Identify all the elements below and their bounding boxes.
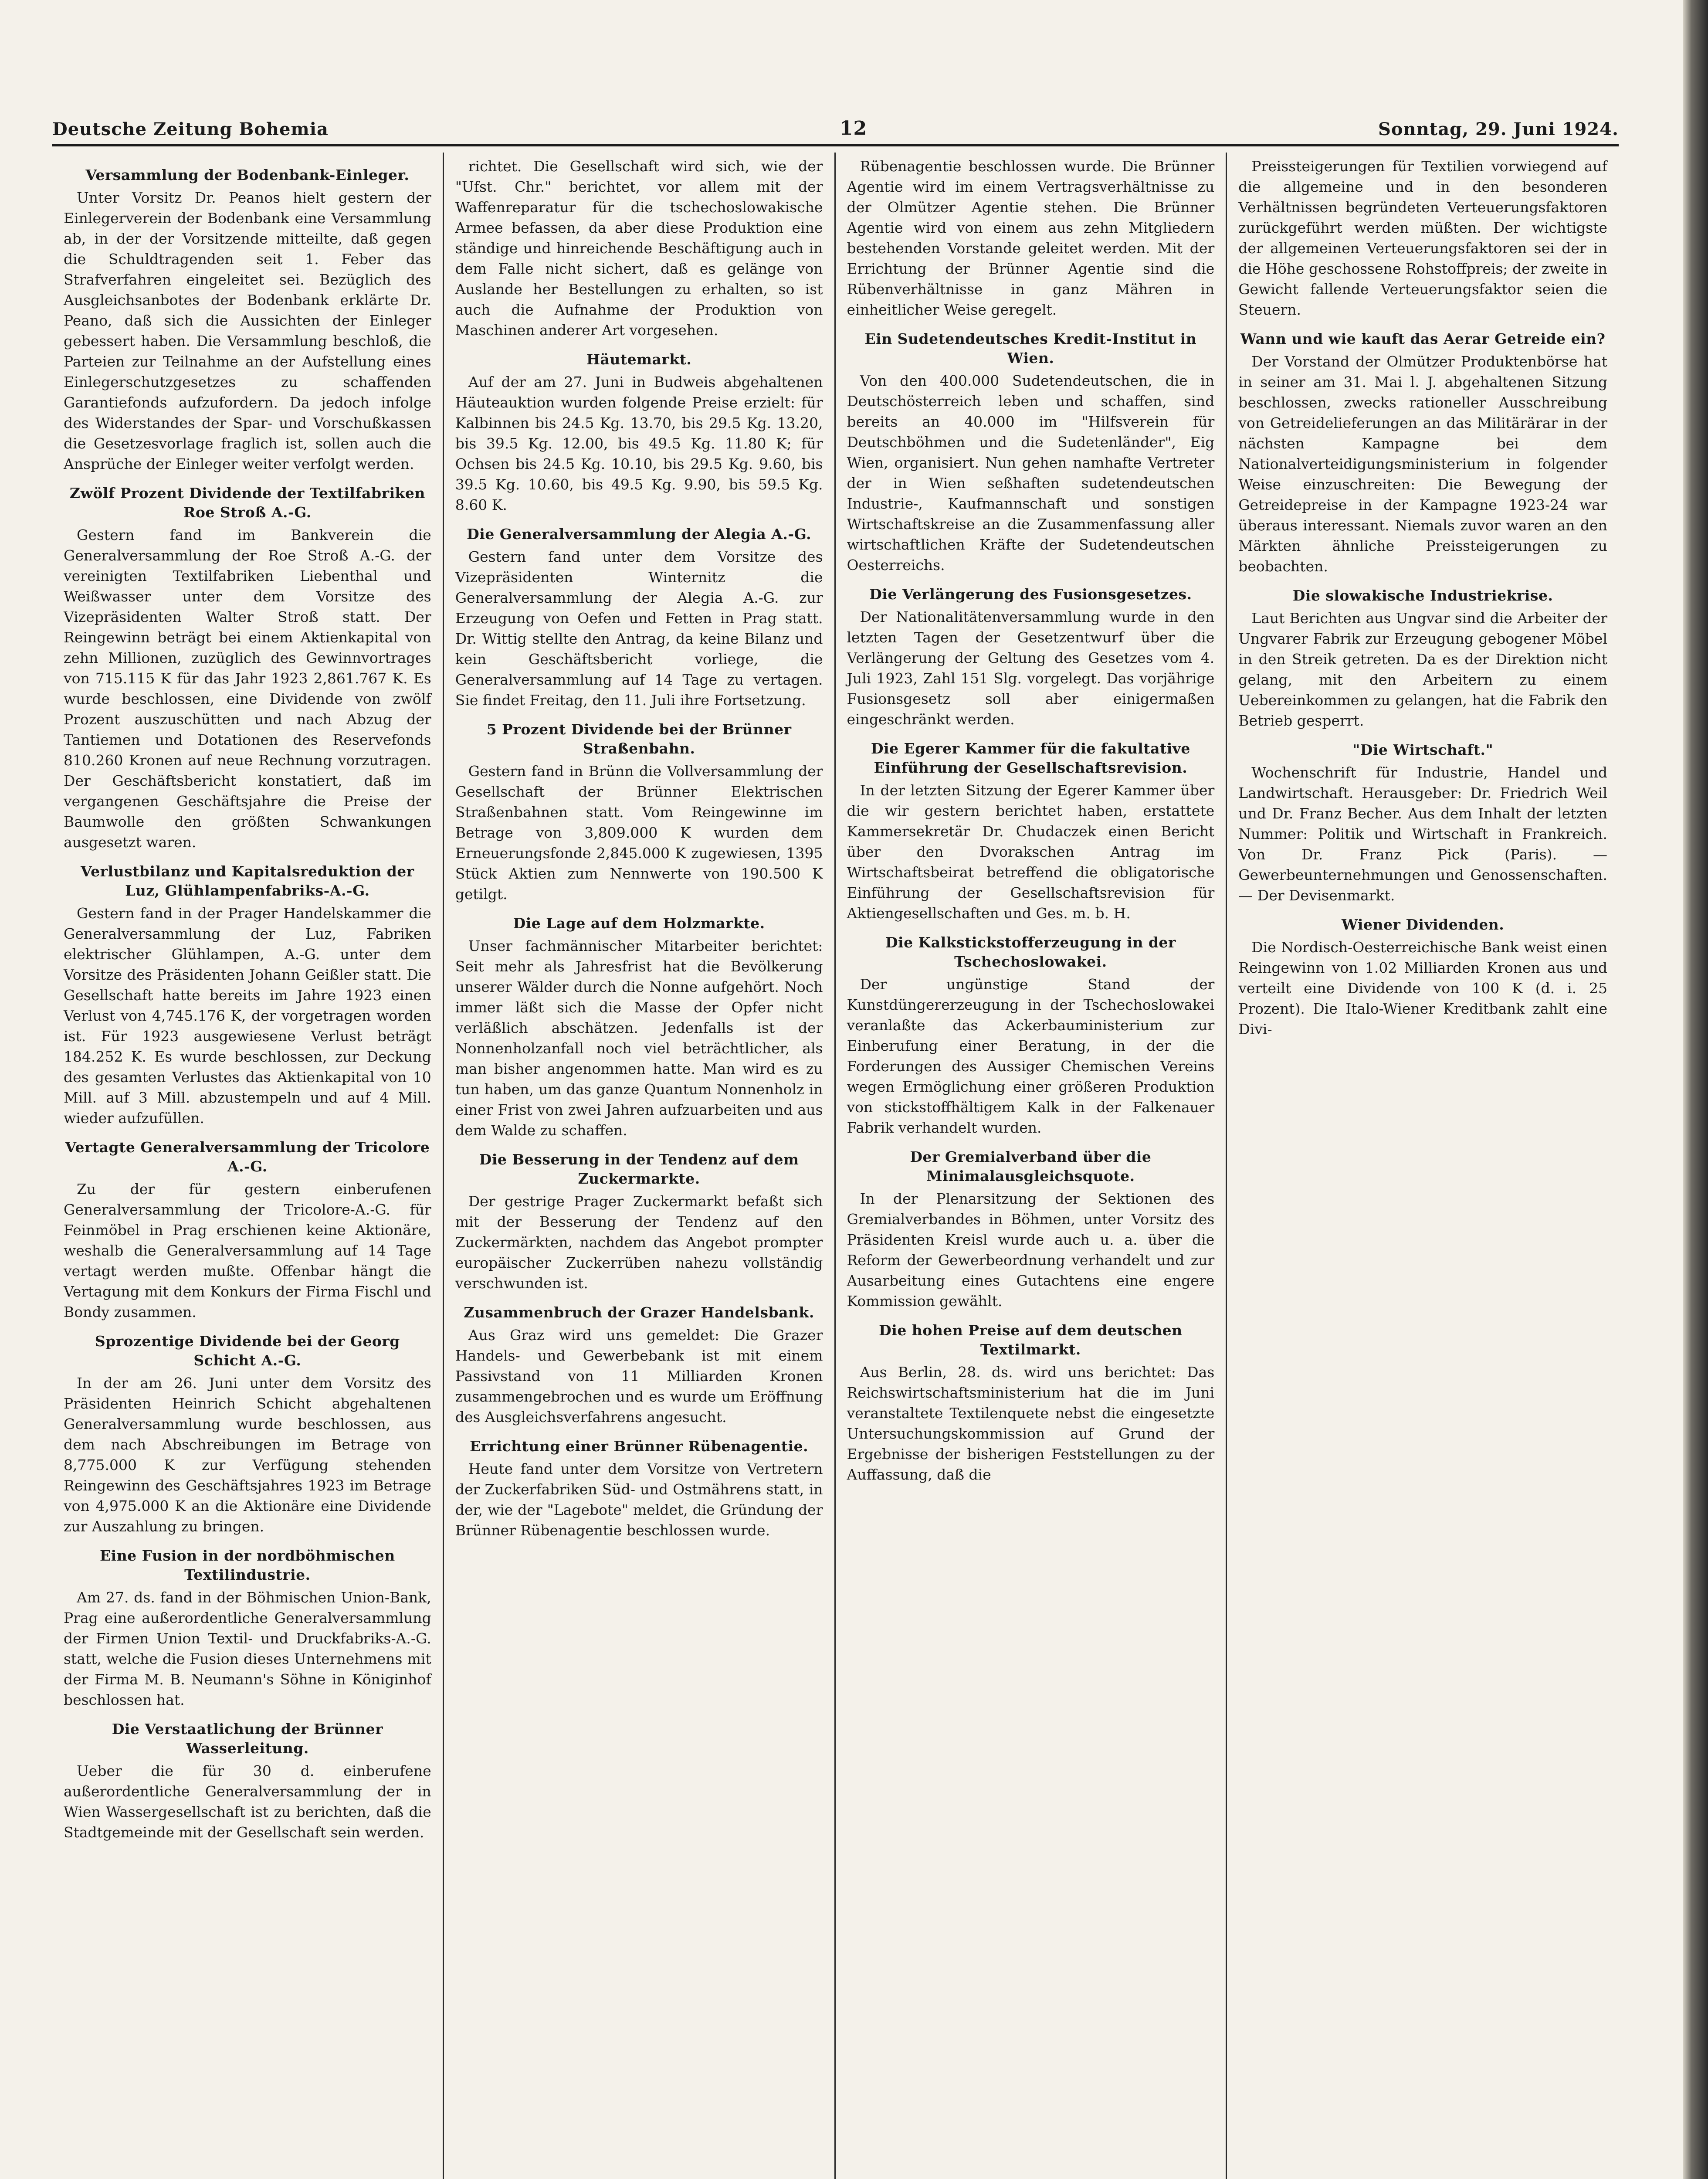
scan-edge [1683, 0, 1708, 2179]
article-headline: Die Verlängerung des Fusionsgesetzes. [869, 586, 1192, 603]
article-headline: Ein Sudetendeutsches Kredit-Institut in Wien. [864, 330, 1197, 367]
article-headline: Der Gremialverband über die Minimalausgleichsquote. [910, 1148, 1152, 1185]
article-headline: Die hohen Preise auf dem deutschen Textilmarkt. [879, 1322, 1183, 1358]
article-headline: Die Egerer Kammer für die fakultative Einführung der Gesellschaftsrevision. [871, 740, 1190, 776]
column-3 [836, 153, 1227, 2179]
article-text: Auf der am 27. Juni in Budweis abgehaltenen Häuteauktion wurden folgende Preise erzielt: für Kalbinnen bis 24.5 Kg. 13.70, bis 29.5 Kg. 13.20, bis 39.5 Kg. 12.00, bis 49.5 Kg. 11.80 K; für Ochsen bis 24.5 Kg. 10.10, bis 29.5 Kg. 9.60, bis 39.5 Kg. 10.60, bis 49.5 Kg. 9.90, bis 59.5 Kg. 8.60 K. [455, 373, 823, 513]
newspaper-page [52, 100, 1619, 2179]
article-text: Unser fachmännischer Mitarbeiter berichtet: Seit mehr als Jahresfrist hat die Bevölkerung unserer Wälder durch die Nonne aufgehört. Noch immer läßt sich die Masse der Opfer nicht verläßlich abschätzen. Jedenfalls ist der Nonnenholzanfall noch viel beträchtlicher, als man bisher angenommen hatte. Man wird es zu tun haben, um das ganze Quantum Nonnenholz in einer Frist von zwei Jahren aufzuarbeiten und aus dem Walde zu schaffen. [455, 937, 823, 1139]
article-text: Preissteigerungen für Textilien vorwiegend auf die allgemeine und in den besonderen Verhältnissen begründeten Verteuerungsfaktoren zurückgeführt werden müßten. Der wichtigste der allgemeinen Verteuerungsfaktoren sei der in die Höhe geschossene Rohstoffpreis; der zweite in Gewicht fallende Verteuerungsfaktor seien die Steuern. [1238, 158, 1607, 318]
article-text: richtet. Die Gesellschaft wird sich, wie der "Ufst. Chr." berichtet, vor allem mit der Waffenreparatur für die tschechoslowakische Armee befassen, da aber diese Produktion eine ständige und hinreichende Beschäftigung auch in dem Falle nicht sichert, daß es gelänge von Auslande her Bestellungen zu erhalten, so ist auch die Aufnahme der Produktion von Maschinen anderer Art vorgesehen. [455, 158, 823, 339]
article-text: Der gestrige Prager Zuckermarkt befaßt sich mit der Besserung der Tendenz auf den Zuckermärkten, nachdem das Angebot prompter europäischer Zuckerrüben nahezu vollständig verschwunden ist. [455, 1193, 823, 1292]
article-text: Der Vorstand der Olmützer Produktenbörse hat in seiner am 31. Mai l. J. abgehaltenen Sitzung beschlossen, zwecks rationeller Ausschreibung von Getreidelieferungen an das Militärärar in der nächsten Kampagne bei dem Nationalverteidigungsministerium in folgender Weise einzuschreiten: Die Bewegung der Getreidepreise in der Kampagne 1923-24 war überaus interessant. Niemals zuvor waren an den Märkten ähnliche Preissteigerungen zu beobachten. [1238, 353, 1607, 575]
article-text: Wochenschrift für Industrie, Handel und Landwirtschaft. Herausgeber: Dr. Friedrich Weil und Dr. Franz Becher. Aus dem Inhalt der letzten Nummer: Politik und Wirtschaft in Frankreich. Von Dr. Franz Pick (Paris). — Gewerbeunternehmungen und Genossenschaften. — Der Devisenmarkt. [1238, 764, 1607, 904]
article-headline: Die slowakische Industriekrise. [1292, 587, 1553, 604]
article-text: In der Plenarsitzung der Sektionen des Gremialverbandes in Böhmen, unter Vorsitz des Präsidenten Kreisl wurde auch u. a. über die Reform der Gewerbeordnung verhandelt und zur Ausarbeitung eines Gutachtens eine engere Kommission gewählt. [847, 1190, 1215, 1310]
article-headline: Vertagte Generalversammlung der Tricolore A.-G. [65, 1139, 430, 1175]
article-text: In der am 26. Juni unter dem Vorsitz des Präsidenten Heinrich Schicht abgehaltenen Generalversammlung wurde beschlossen, aus dem nach Abschreibungen im Betrage von 8,775.000 K zur Verfügung stehenden Reingewinn des Geschäftsjahres 1923 im Betrage von 4,975.000 K an die Aktionäre eine Dividende zur Auszahlung zu bringen. [64, 1375, 431, 1535]
article-headline: Die Verstaatlichung der Brünner Wasserleitung. [112, 1721, 383, 1757]
article-text: Gestern fand in der Prager Handelskammer die Generalversammlung der Luz, Fabriken elektrischer Glühlampen, A.-G. unter dem Vorsitze des Präsidenten Johann Geißler statt. Die Gesellschaft hatte bereits im Jahre 1923 einen Verlust von 4,745.176 K, der vorgetragen worden ist. Für 1923 ausgewiesene Verlust beträgt 184.252 K. Es wurde beschlossen, zur Deckung des gesamten Verlustes das Aktienkapital von 10 Mill. auf 3 Mill. abzustempeln und auf 4 Mill. wieder aufzufüllen. [64, 905, 431, 1127]
article-headline: Sprozentige Dividende bei der Georg Schicht A.-G. [95, 1333, 400, 1369]
columns [52, 153, 1619, 2179]
article-text: Von den 400.000 Sudetendeutschen, die in Deutschösterreich leben und schaffen, sind bereits an 40.000 im "Hilfsverein für Deutschböhmen und die Sudetenländer", Eig Wien, organisiert. Nun gehen namhafte Vertreter der in Wien seßhaften sudetendeutschen Industrie-, Kaufmannschaft und sonstigen Wirtschaftskreise an die Zusammenfassung aller wirtschaftlichen Kräfte der Sudetendeutschen Oesterreichs. [847, 372, 1215, 574]
article-headline: Zwölf Prozent Dividende der Textilfabriken Roe Stroß A.-G. [69, 485, 425, 521]
article-text: Der Nationalitätenversammlung wurde in den letzten Tagen der Gesetzentwurf über die Verlängerung der Geltung des Gesetzes vom 4. Juli 1923, Zahl 151 Slg. vorgelegt. Das vorjährige Fusionsgesetz soll aber einigermaßen eingeschränkt werden. [847, 608, 1215, 728]
article-headline: Die Lage auf dem Holzmarkte. [513, 915, 765, 932]
article-headline: Versammlung der Bodenbank-Einleger. [85, 166, 410, 183]
article-text: Der ungünstige Stand der Kunstdüngererzeugung in der Tschechoslowakei veranlaßte das Ackerbauministerium zur Einberufung einer Beratung, in der die Forderungen des Aussiger Chemischen Vereins wegen Ermöglichung einer größeren Produktion von stickstoffhältigem Kalk in der Falkenauer Fabrik verhandelt wurden. [847, 976, 1215, 1136]
column-1 [52, 153, 444, 2179]
article-text: Aus Berlin, 28. ds. wird uns berichtet: Das Reichswirtschaftsministerium hat die im Juni veranstaltete Textilenquete nebst die eingesetzte Untersuchungskommission auf Grund der Ergebnisse der bisherigen Feststellungen zu der Auffassung, daß die [847, 1364, 1215, 1483]
article-headline: Die Kalkstickstofferzeugung in der Tschechoslowakei. [885, 934, 1176, 970]
article-text: Zu der für gestern einberufenen Generalversammlung der Tricolore-A.-G. für Feinmöbel in Prag erschienen keine Aktionäre, weshalb die Generalversammlung auf 14 Tage vertagt werden mußte. Offenbar hängt die Vertagung mit dem Konkurs der Firma Fischl und Bondy zusammen. [64, 1181, 431, 1320]
article-text: Aus Graz wird uns gemeldet: Die Grazer Handels- und Gewerbebank ist mit einem Passivstand von 11 Milliarden Kronen zusammengebrochen und es wurde um Eröffnung des Ausgleichsverfahrens angesucht. [455, 1327, 823, 1426]
article-headline: Die Besserung in der Tendenz auf dem Zuckermarkte. [479, 1151, 799, 1187]
page-header [52, 100, 1619, 139]
column-2 [444, 153, 836, 2179]
article-headline: Wann und wie kauft das Aerar Getreide ein? [1240, 330, 1606, 347]
article-text: Gestern fand in Brünn die Vollversammlung der Gesellschaft der Brünner Elektrischen Straßenbahnen statt. Vom Reingewinne im Betrage von 3,809.000 K wurden dem Erneuerungsfonde 2,845.000 K zugewiesen, 1395 Stück Aktien zum Nennwerte von 190.500 K getilgt. [455, 763, 823, 903]
article-text: Unter Vorsitz Dr. Peanos hielt gestern der Einlegerverein der Bodenbank eine Versammlung ab, in der der Vorsitzende mitteilte, daß gegen die Schuldtragenden seit 1. Feber das Strafverfahren eingeleitet sei. Bezüglich des Ausgleichsanbotes der Bodenbank erklärte Dr. Peano, daß sich die Aussichten der Einleger gebessert haben. Die Versammlung beschloß, die Parteien zur Teilnahme an der Aufstellung eines Einlegerschutzgesetzes zu schaffenden Garantiefonds aufzufordern. Da jedoch infolge des Widerstandes der Spar- und Vorschußkassen die Gesetzesvorlage fraglich ist, sollen auch die Ansprüche der Einleger weiter verfolgt werden. [64, 189, 431, 472]
article-text: Ueber die für 30 d. einberufene außerordentliche Generalversammlung der in Wien Wassergesellschaft ist zu berichten, daß die Stadtgemeinde mit der Gesellschaft sein werden. [64, 1762, 431, 1841]
article-headline: Eine Fusion in der nordböhmischen Textilindustrie. [100, 1547, 395, 1583]
article-headline: Die Generalversammlung der Alegia A.-G. [467, 526, 812, 543]
article-headline: Häutemarkt. [586, 351, 692, 368]
page-number: 12 [839, 117, 868, 139]
article-headline: Errichtung einer Brünner Rübenagentie. [470, 1438, 809, 1455]
issue-date: Sonntag, 29. Juni 1924. [1378, 119, 1619, 139]
article-text: Am 27. ds. fand in der Böhmischen Union-Bank, Prag eine außerordentliche Generalversammlung der Firmen Union Textil- und Druckfabriks-A.-G. statt, welche die Fusion dieses Unternehmens mit der Firma M. B. Neumann's Söhne in Königinhof beschlossen hat. [64, 1589, 431, 1708]
article-text: Gestern fand unter dem Vorsitze des Vizepräsidenten Winternitz die Generalversammlung der Alegia A.-G. zur Erzeugung von Oefen und Fetten in Prag statt. Dr. Wittig stellte den Antrag, da keine Bilanz und kein Geschäftsbericht vorliege, die Generalversammlung auf 14 Tage zu vertagen. Sie findet Freitag, den 11. Juli ihre Fortsetzung. [455, 548, 823, 709]
article-text: Laut Berichten aus Ungvar sind die Arbeiter der Ungvarer Fabrik zur Erzeugung gebogener Möbel in den Streik getreten. Da es der Direktion nicht gelang, mit den Arbeitern zu einem Uebereinkommen zu gelangen, hat die Fabrik den Betrieb gesperrt. [1238, 610, 1607, 729]
article-headline: Wiener Dividenden. [1341, 916, 1505, 933]
article-text: In der letzten Sitzung der Egerer Kammer über die wir gestern berichtet haben, erstattete Kammersekretär Dr. Chudaczek einen Bericht über den Dvorakschen Antrag im Wirtschaftsbeirat betreffend die obligatorische Einführung der Gesellschaftsrevision für Aktiengesellschaften und Ges. m. b. H. [847, 782, 1215, 922]
article-text: Rübenagentie beschlossen wurde. Die Brünner Agentie wird im einem Vertragsverhältnisse zu der Olmützer Agentie stehen. Die Brünner Agentie wird von einem aus zehn Mitgliedern bestehenden Vorstande geleitet werden. Mit der Errichtung der Brünner Agentie sind die Rübenverhältnisse in ganz Mähren in einheitlicher Weise geregelt. [847, 158, 1215, 318]
header-rule [52, 144, 1619, 146]
masthead: Deutsche Zeitung Bohemia [52, 119, 329, 139]
article-headline: 5 Prozent Dividende bei der Brünner Straßenbahn. [486, 721, 792, 757]
column-4 [1227, 153, 1619, 2179]
article-text: Die Nordisch-Oesterreichische Bank weist einen Reingewinn von 1.02 Milliarden Kronen aus und verteilt eine Dividende von 100 K (d. i. 25 Prozent). Die Italo-Wiener Kreditbank zahlt eine Divi- [1238, 939, 1607, 1038]
article-headline: "Die Wirtschaft." [1352, 741, 1494, 758]
article-headline: Verlustbilanz und Kapitalsreduktion der Luz, Glühlampenfabriks-A.-G. [81, 863, 414, 899]
article-text: Heute fand unter dem Vorsitze von Vertretern der Zuckerfabriken Süd- und Ostmährens statt, in der, wie der "Lagebote" meldet, die Gründung der Brünner Rübenagentie beschlossen wurde. [455, 1460, 823, 1539]
article-text: Gestern fand im Bankverein die Generalversammlung der Roe Stroß A.-G. der vereinigten Textilfabriken Liebenthal und Weißwasser unter dem Vorsitze des Vizepräsidenten Walter Stroß statt. Der Reingewinn beträgt bei einem Aktienkapital von zehn Millionen, zuzüglich des Gewinnvortrages von 715.115 K für das Jahr 1923 2,861.767 K. Es wurde beschlossen, eine Dividende von zwölf Prozent auszuschütten und nach Abzug der Tantiemen und Dotationen des Reservefonds 810.260 Kronen auf neue Rechnung vorzutragen. Der Geschäftsbericht konstatiert, daß im vergangenen Geschäftsjahre die Preise der Baumwolle den größten Schwankungen ausgesetzt waren. [64, 526, 431, 851]
article-headline: Zusammenbruch der Grazer Handelsbank. [464, 1304, 814, 1321]
